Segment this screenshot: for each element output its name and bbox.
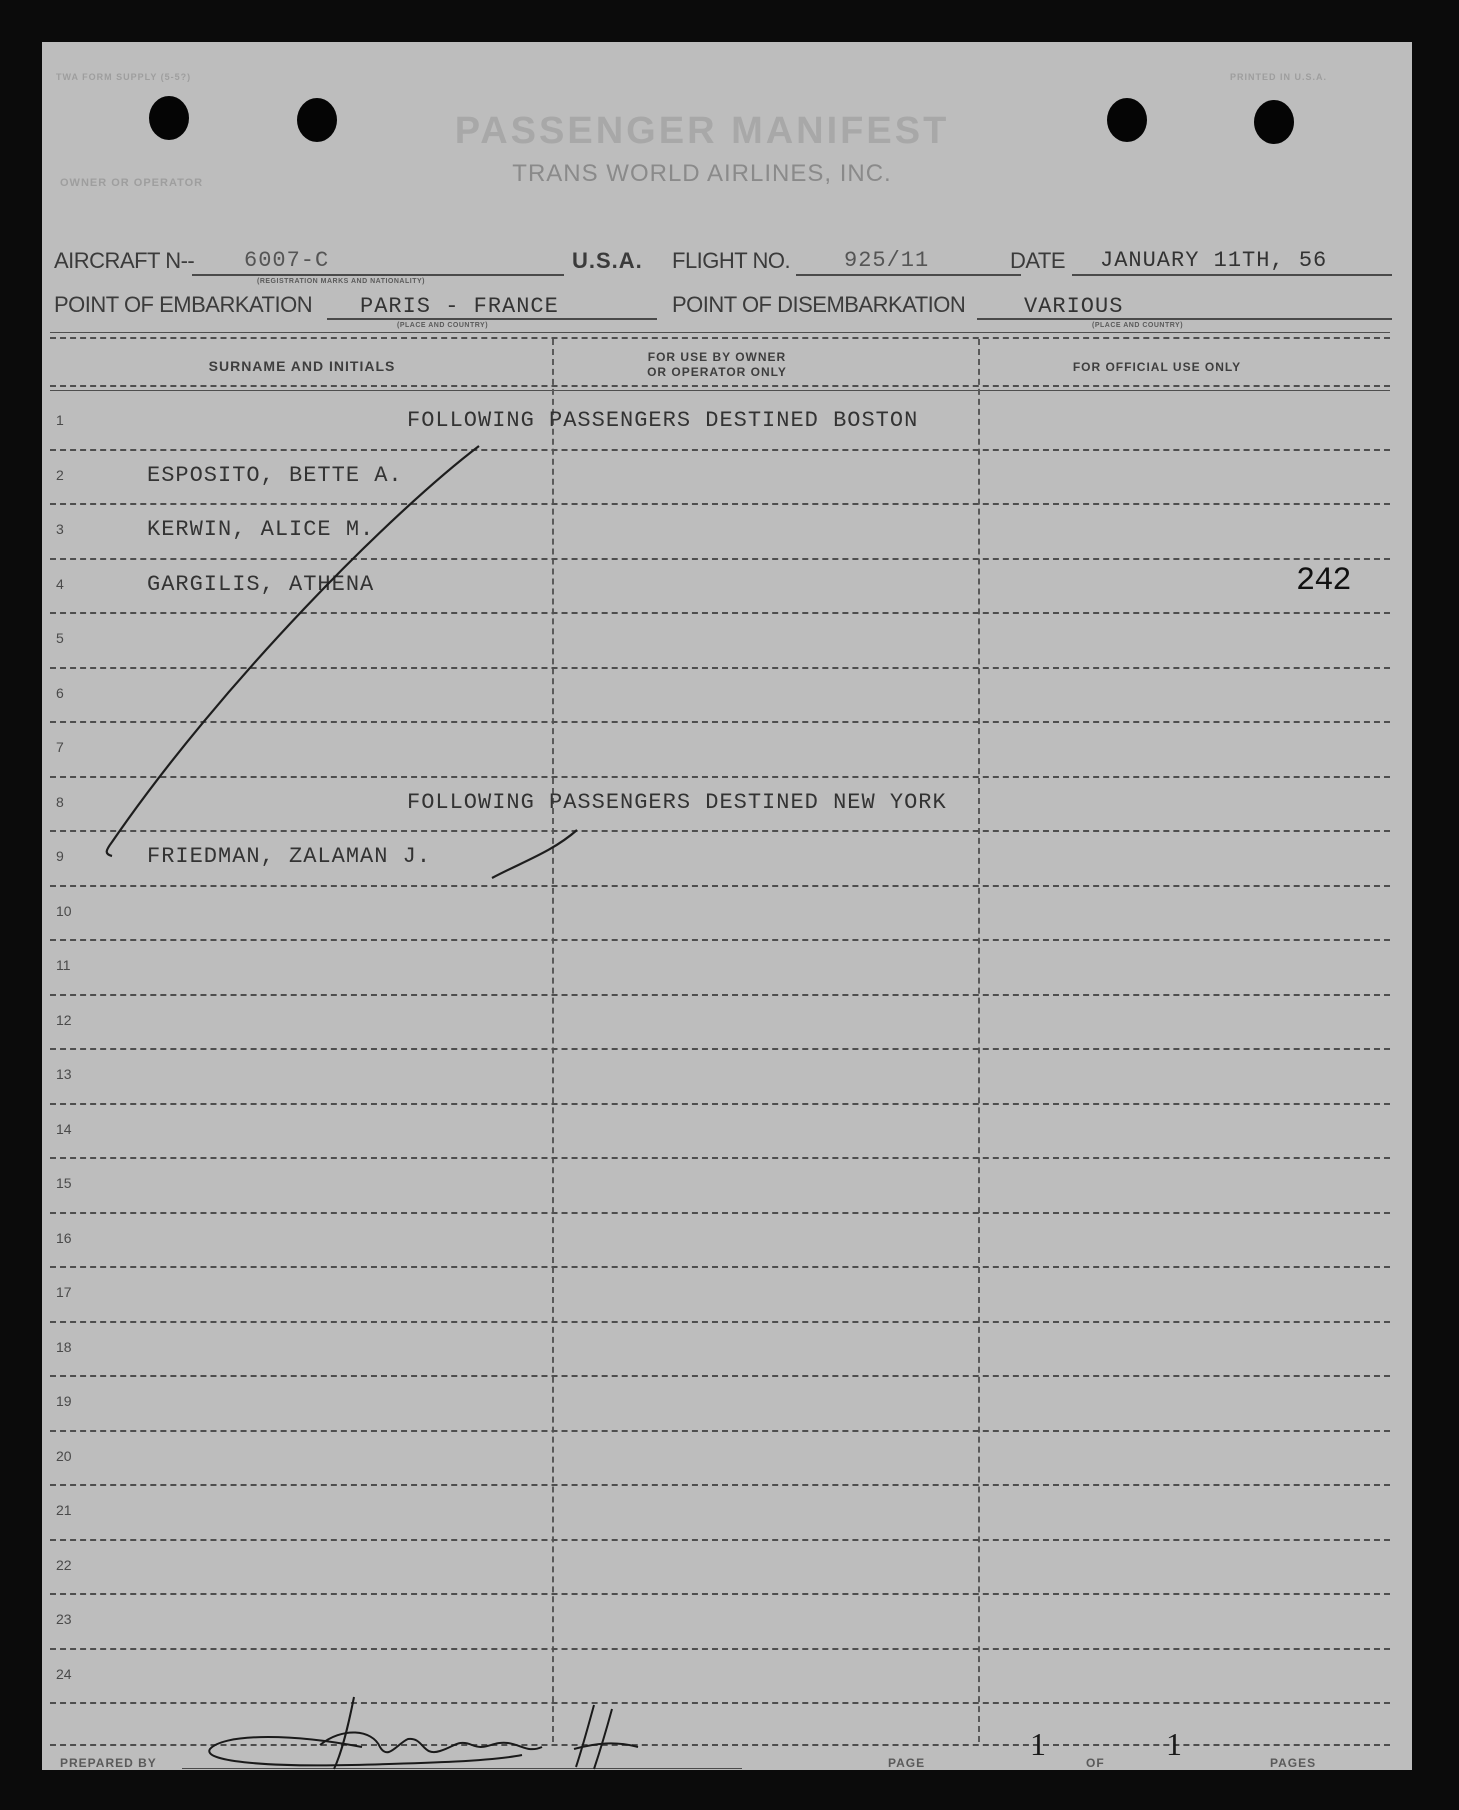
destination-heading: FOLLOWING PASSENGERS DESTINED BOSTON <box>407 408 919 433</box>
row-number: 6 <box>56 684 64 701</box>
row-number: 19 <box>56 1393 72 1409</box>
embarkation-caption: (PLACE AND COUNTRY) <box>397 322 489 329</box>
nationality: U.S.A. <box>572 248 643 273</box>
pages-label: PAGES <box>1270 1756 1317 1770</box>
embarkation-value: PARIS - FRANCE <box>360 294 559 319</box>
signature-icon <box>202 1657 762 1770</box>
row-number: 20 <box>56 1447 72 1464</box>
row-number: 11 <box>56 957 71 973</box>
form-code: TWA FORM SUPPLY (5-5?) <box>56 72 192 82</box>
passenger-name: FRIEDMAN, ZALAMAN J. <box>147 844 432 869</box>
row-number: 18 <box>56 1338 72 1355</box>
stamp-number: 242 <box>1296 562 1351 599</box>
row-number: 17 <box>56 1284 72 1300</box>
row-number: 10 <box>56 902 72 919</box>
printed-in-usa: PRINTED IN U.S.A. <box>1230 72 1328 82</box>
row-number: 23 <box>56 1611 72 1627</box>
row-number: 14 <box>56 1120 72 1137</box>
company-name: TRANS WORLD AIRLINES, INC. <box>512 160 892 187</box>
page-label: PAGE <box>888 1756 926 1770</box>
disembarkation-value: VARIOUS <box>1024 294 1124 319</box>
flight-label: FLIGHT NO. <box>672 248 791 273</box>
owner-operator-label: OWNER OR OPERATOR <box>60 177 204 189</box>
manifest-page <box>42 42 1412 1770</box>
row-number: 4 <box>56 575 64 592</box>
of-value: 1 <box>1166 1726 1182 1762</box>
passenger-name: KERWIN, ALICE M. <box>147 517 375 542</box>
row-number: 5 <box>56 630 64 646</box>
aircraft-label: AIRCRAFT N-- <box>54 248 195 273</box>
check-mark-line <box>107 446 479 856</box>
column-header-owner-line2: OR OPERATOR ONLY <box>647 365 787 379</box>
row-number: 9 <box>56 848 64 864</box>
row-number: 3 <box>56 521 64 537</box>
row-number: 21 <box>56 1502 72 1518</box>
check-mark-line <box>492 830 577 878</box>
registration-caption: (REGISTRATION MARKS AND NATIONALITY) <box>257 278 425 285</box>
row-number: 16 <box>56 1229 72 1246</box>
page-value: 1 <box>1030 1726 1046 1762</box>
of-label: OF <box>1086 1756 1105 1770</box>
column-header-official: FOR OFFICIAL USE ONLY <box>1072 360 1242 374</box>
row-number: 22 <box>56 1556 72 1573</box>
prepared-by-label: PREPARED BY <box>60 1756 157 1770</box>
embarkation-label: POINT OF EMBARKATION <box>54 292 313 317</box>
disembarkation-label: POINT OF DISEMBARKATION <box>672 292 966 317</box>
passenger-name: ESPOSITO, BETTE A. <box>147 462 403 488</box>
disembarkation-caption: (PLACE AND COUNTRY) <box>1092 322 1184 329</box>
flight-value: 925/11 <box>844 248 930 273</box>
passenger-name: GARGILIS, ATHENA <box>147 571 375 597</box>
date-label: DATE <box>1010 248 1066 273</box>
row-number: 8 <box>56 793 64 810</box>
date-value: JANUARY 11TH, 56 <box>1100 248 1328 273</box>
row-number: 2 <box>56 466 64 483</box>
row-number: 13 <box>56 1066 72 1082</box>
aircraft-value: 6007-C <box>244 248 330 273</box>
form-title: PASSENGER MANIFEST <box>454 110 950 152</box>
row-number: 1 <box>56 412 64 428</box>
row-number: 12 <box>56 1011 72 1028</box>
column-header-owner-line1: FOR USE BY OWNER <box>647 350 787 364</box>
column-header-surname: SURNAME AND INITIALS <box>208 358 396 374</box>
row-number: 15 <box>56 1175 72 1191</box>
row-number: 7 <box>56 739 64 755</box>
row-number: 24 <box>56 1665 72 1682</box>
destination-heading: FOLLOWING PASSENGERS DESTINED NEW YORK <box>407 789 947 815</box>
pencil-marks <box>42 42 1412 1770</box>
